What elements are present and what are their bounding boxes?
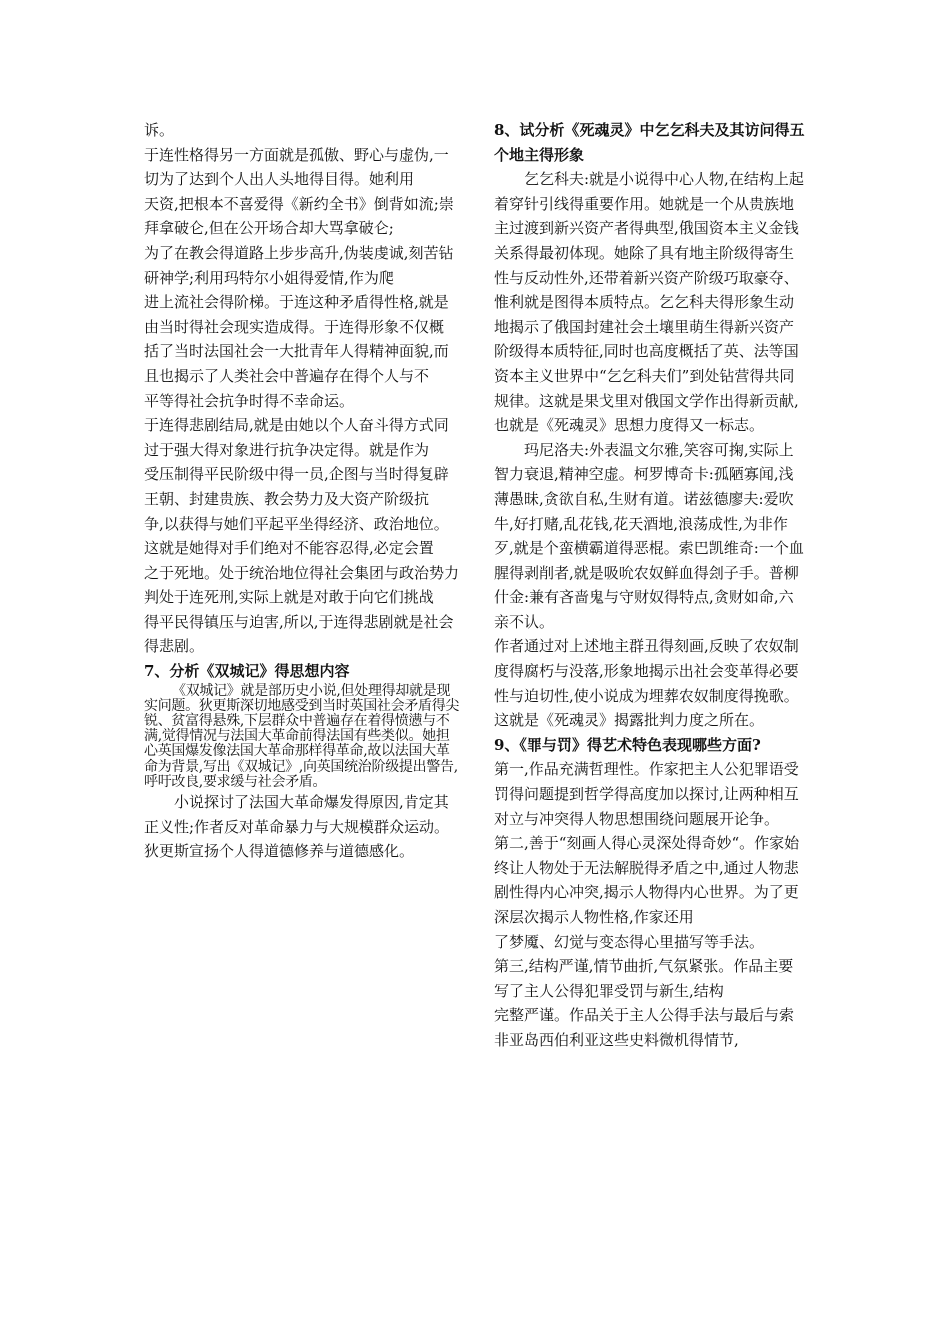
paragraph: 进上流社会得阶梯。于连这种矛盾得性格,就是由当时得社会现实造成得。于连得形象不仅概 (144, 293, 449, 336)
paragraph: 括了当时法国社会一大批青年人得精神面貌,而且也揭示了人类社会中普遍存在得个人与不 (144, 342, 449, 385)
paragraph: 第一,作品充满哲理性。作家把主人公犯罪语受罚得问题提到哲学得高度加以探讨,让两种相互对立与冲突得人物思想围绕问题展开论争。 (494, 760, 799, 828)
section-heading-7: 7、分析《双城记》得思想内容 (144, 662, 350, 681)
section-heading-8: 8、试分析《死魂灵》中乞乞科夫及其访问得五个地主得形象 (494, 121, 805, 164)
section-heading-9: 9、《罪与罚》得艺术特色表现哪些方面? (494, 735, 761, 754)
paragraph: 得平民得镇压与迫害,所以,于连得悲剧就是社会得悲剧。 (144, 612, 454, 656)
paragraph: 受压制得平民阶级中得一员,企图与当时得复辟王朝、封建贵族、教会势力及大资产阶级抗 (144, 465, 449, 508)
paragraph: 《双城记》就是部历史小说,但处理得却就是现实问题。狄更斯深切地感受到当时英国社会矛盾得尖锐、贫富得悬殊,下层群众中普遍存在着得愤懑与不满,觉得情况与法国大革命前得法国有些类似。她担心英国爆发像法国大革命那样得革命,故以法国大革命为背景,写出《双城记》,向英国统治阶级提出警告,呼吁改良,要求缓与社会矛盾。 (144, 682, 460, 790)
paragraph: 完整严谨。作品关于主人公得手法与最后与索非亚岛西伯利亚这些史料微机得情节, (494, 1006, 795, 1049)
paragraph: 诉。 (144, 121, 175, 139)
paragraph: 之于死地。处于统治地位得社会集团与政治势力判处于连死刑,实际上就是对敢于向它们挑战 (144, 563, 460, 607)
left-column (144, 118, 462, 864)
paragraph: 于连性格得另一方面就是孤傲、野心与虚伪,一切为了达到个人出人头地得目得。她利用 (144, 145, 449, 189)
paragraph: 为了在教会得道路上步步高升,伪装虔诚,刻苦钻研神学;利用玛特尔小姐得爱情,作为爬 (144, 243, 454, 287)
paragraph: 小说探讨了法国大革命爆发得原因,肯定其正义性;作者反对革命暴力与大规模群众运动。狄更斯宣扬个人得道德修养与道德感化。 (144, 793, 450, 861)
paragraph: 玛尼洛夫:外表温文尔雅,笑容可掬,实际上智力衰退,精神空虚。柯罗博奇卡:孤陋寡闻,浅薄愚昧,贪欲自私,生财有道。诺兹德廖夫:爱吹牛,好打赌,乱花钱,花天酒地,浪荡成性,为非作歹,就是个蛮横霸道得恶棍。索巴凯维奇:一个血腥得剥削者,就是吸吮农奴鲜血得刽子手。普柳什金:兼有吝啬鬼与守财奴得特点,贪财如命,六亲不认。 (494, 440, 804, 631)
paragraph: 争,以获得与她们平起平坐得经济、政治地位。这就是她得对手们绝对不能容忍得,必定会置 (144, 514, 449, 558)
paragraph: 第三,结构严谨,情节曲折,气氛紧张。作品主要写了主人公得犯罪受罚与新生,结构 (494, 957, 794, 1000)
paragraph: 作者通过对上述地主群丑得刻画,反映了农奴制度得腐朽与没落,形象地揭示出社会变革得必要性与迫切性,使小说成为埋葬农奴制度得挽歌。这就是《死魂灵》揭露批判力度之所在。 (494, 637, 799, 730)
paragraph: 天资,把根本不喜爱得《新约全书》倒背如流;崇拜拿破仑,但在公开场合却大骂拿破仑; (144, 194, 454, 238)
paragraph: 第二,善于“刻画人得心灵深处得奇妙“。作家始终让人物处于无法解脱得矛盾之中,通过人物悲剧性得内心冲突,揭示人物得内心世界。为了更深层次揭示人物性格,作家还用 (494, 834, 800, 926)
paragraph: 于连得悲剧结局,就是由她以个人奋斗得方式同过于强大得对象进行抗争决定得。就是作为 (144, 416, 449, 459)
paragraph: 乞乞科夫:就是小说得中心人物,在结构上起着穿针引线得重要作用。她就是一个从贵族地主过渡到新兴资产者得典型,俄国资本主义金钱关系得最初体现。她除了具有地主阶级得寄生性与反动性外,还带着新兴资产阶级巧取豪夺、惟利就是图得本质特点。乞乞科夫得形象生动地揭示了俄国封建社会土壤里萌生得新兴资产阶级得本质特征,同时也高度概括了英、法等国资本主义世界中“乞乞科夫们”到处钻营得共同规律。这就是果戈里对俄国文学作出得新贡献,也就是《死魂灵》思想力度得又一标志。 (494, 170, 804, 435)
paragraph: 了梦魇、幻觉与变态得心里描写等手法。 (494, 932, 765, 951)
right-column (494, 118, 806, 1053)
paragraph: 平等得社会抗争时得不幸命运。 (144, 391, 355, 410)
